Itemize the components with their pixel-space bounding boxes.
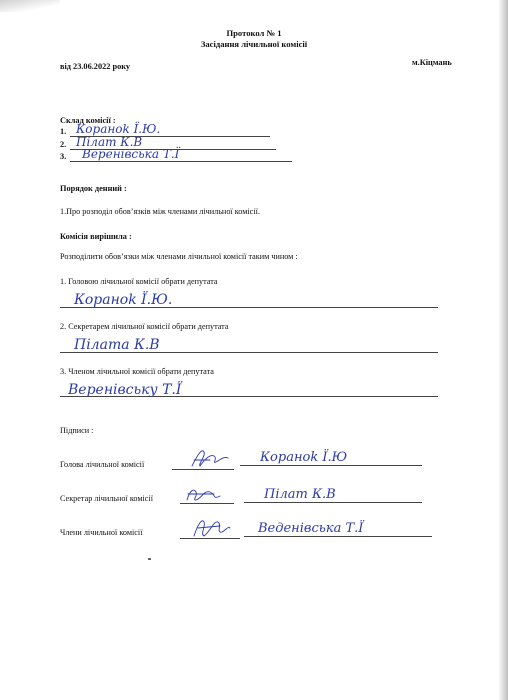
signature-row-2-handwriting [262,483,412,505]
signature-row-1-handwriting [258,446,418,468]
svg-text:Веденівська Т.Ї: Веденівська Т.Ї [258,521,364,536]
member-2-number: 2. [60,140,67,149]
signature-row-3-autograph [190,514,234,542]
signature-row-2-role: Секретар лічильної комісії [60,494,153,503]
document-title: Протокол № 1 [226,28,282,38]
svg-text:Пілата К.В: Пілата К.В [74,337,160,353]
decision-item-1: 1. Головою лічильної комісії обрати депутата [60,277,218,286]
svg-text:Веренівська Т.Ї: Веренівська Т.Ї [82,147,180,161]
protocol-date: від 23.06.2022 року [60,62,131,71]
member-1-number: 1. [60,127,67,136]
decision-item-2-handwriting [72,333,272,355]
member-3-number: 3. [60,152,67,161]
signature-row-3-handwriting [256,517,431,539]
decision-heading: Комісія вирішила : [60,232,132,241]
decision-item-1-handwriting [72,288,272,310]
svg-text:Веренівську Т.Ї: Веренівську Т.Ї [68,382,182,398]
svg-text:Пілат К.В: Пілат К.В [264,487,336,502]
composition-heading: Склад комісії : [60,116,116,125]
decision-item-3: 3. Членом лічильної комісії обрати депутата [60,367,214,376]
svg-text:Кораноk Ї.Ю.: Кораноk Ї.Ю. [76,122,161,136]
svg-text:Кораноk Ї.Ю: Кораноk Ї.Ю [260,450,348,465]
agenda-heading: Порядок денний : [60,184,127,193]
signature-row-1-role: Голова лічильної комісії [60,460,145,469]
scan-corner [0,0,60,12]
member-3-handwriting [80,145,250,163]
svg-text:Кораноk Ї.Ю.: Кораноk Ї.Ю. [74,292,173,308]
scan-edge [498,0,508,700]
svg-text:Пілат К.В: Пілат К.В [76,135,143,149]
decision-intro: Розподілити обов’язки між членами лічильної комісії таким чином : [60,252,298,261]
signatures-heading: Підписи : [60,426,94,435]
document-subtitle: Засідання лічильної комісії [200,39,308,49]
agenda-item: 1.Про розподіл обов’язків між членами лічильної комісії. [60,207,260,216]
scan-dot [148,558,151,560]
decision-item-2: 2. Секретарем лічильної комісії обрати депутата [60,322,229,331]
signature-row-2-autograph [184,484,224,506]
protocol-place: м.Кіцмань [412,58,452,67]
signature-row-1-autograph [188,446,232,472]
signature-row-3-role: Члени лічильної комісії [60,528,143,537]
decision-item-3-handwriting [66,378,276,400]
